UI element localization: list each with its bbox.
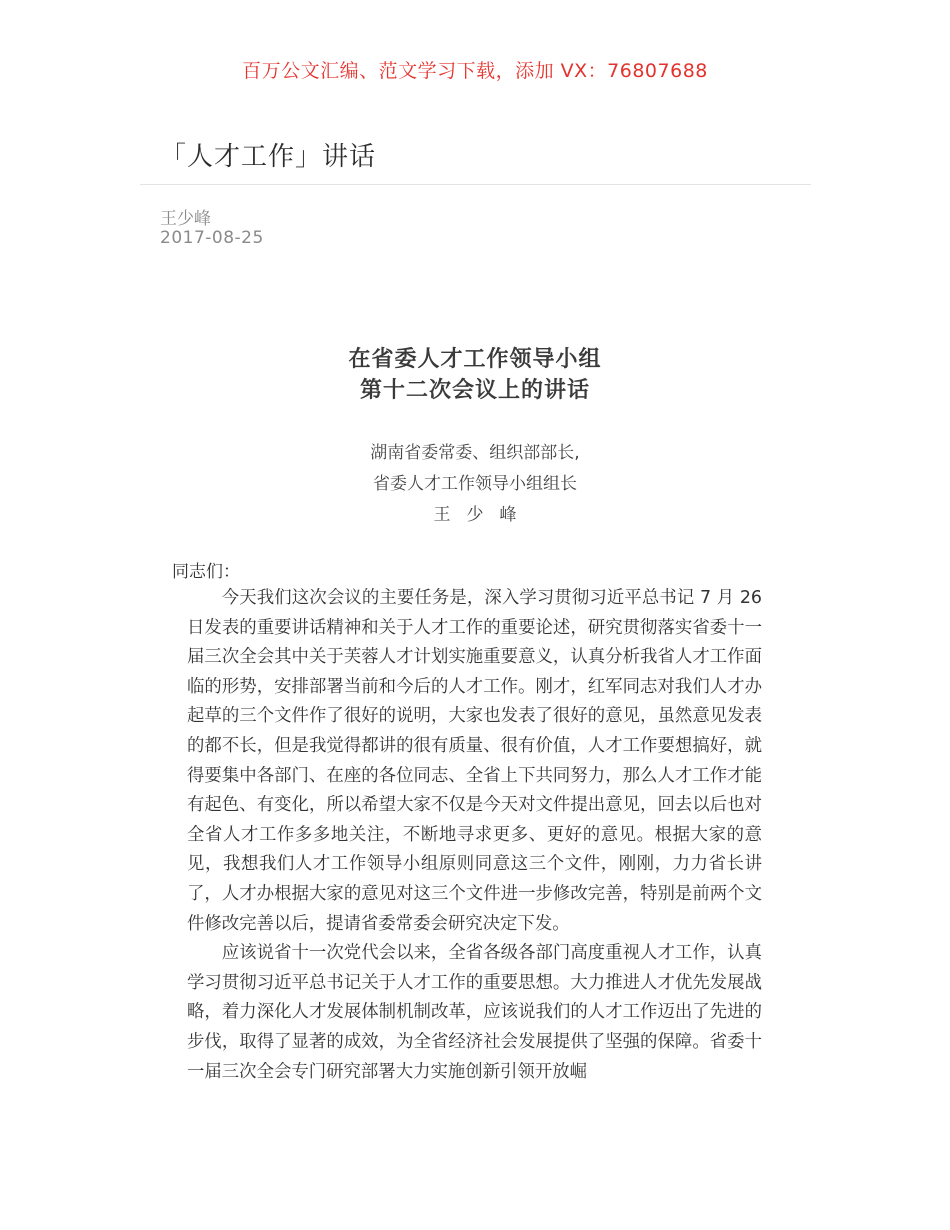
title-divider: [140, 184, 811, 185]
article-author: 王少峰: [160, 209, 211, 229]
article-title: 「人才工作」讲话: [160, 142, 377, 172]
byline-speaker-name: 王少峰: [433, 505, 533, 525]
speech-title-line-1: 在省委人才工作领导小组: [348, 347, 602, 372]
download-banner: 百万公文汇编、范文学习下载，添加 VX：76807688: [242, 60, 708, 82]
salutation: 同志们：: [172, 562, 240, 582]
speech-byline: [0, 438, 950, 531]
speech-title-line-2: 第十二次会议上的讲话: [359, 378, 590, 403]
speech-body: [187, 584, 762, 1087]
byline-position-1: 湖南省委常委、组织部部长,: [370, 443, 580, 463]
body-paragraph: 今天我们这次会议的主要任务是，深入学习贯彻习近平总书记 7 月 26 日发表的重要讲话精神和关于人才工作的重要论述，研究贯彻落实省委十一届三次全会其中关于芙蓉人才计划实施重要意义，认真分析我省人才工作面临的形势，安排部署当前和今后的人才工作。刚才，红军同志对我们人才办起草的三个文件作了很好的说明，大家也发表了很好的意见，虽然意见发表的都不长，但是我觉得都讲的很有质量、很有价值，人才工作要想搞好，就得要集中各部门、在座的各位同志、全省上下共同努力，那么人才工作才能有起色、有变化，所以希望大家不仅是今天对文件提出意见，回去以后也对全省人才工作多多地关注，不断地寻求更多、更好的意见。根据大家的意见，我想我们人才工作领导小组原则同意这三个文件，刚刚，力力省长讲了，人才办根据大家的意见对这三个文件进一步修改完善，特别是前两个文件修改完善以后，提请省委常委会研究决定下发。: [187, 588, 762, 934]
article-date: 2017-08-25: [160, 228, 264, 248]
speech-title: [0, 344, 950, 406]
byline-position-2: 省委人才工作领导小组组长: [373, 474, 577, 494]
body-paragraph: 应该说省十一次党代会以来，全省各级各部门高度重视人才工作，认真学习贯彻习近平总书记关于人才工作的重要思想。大力推进人才优先发展战略，着力深化人才发展体制机制改革，应该说我们的人才工作迈出了先进的步伐，取得了显著的成效，为全省经济社会发展提供了坚强的保障。省委十一届三次全会专门研究部署大力实施创新引领开放崛: [187, 943, 762, 1082]
